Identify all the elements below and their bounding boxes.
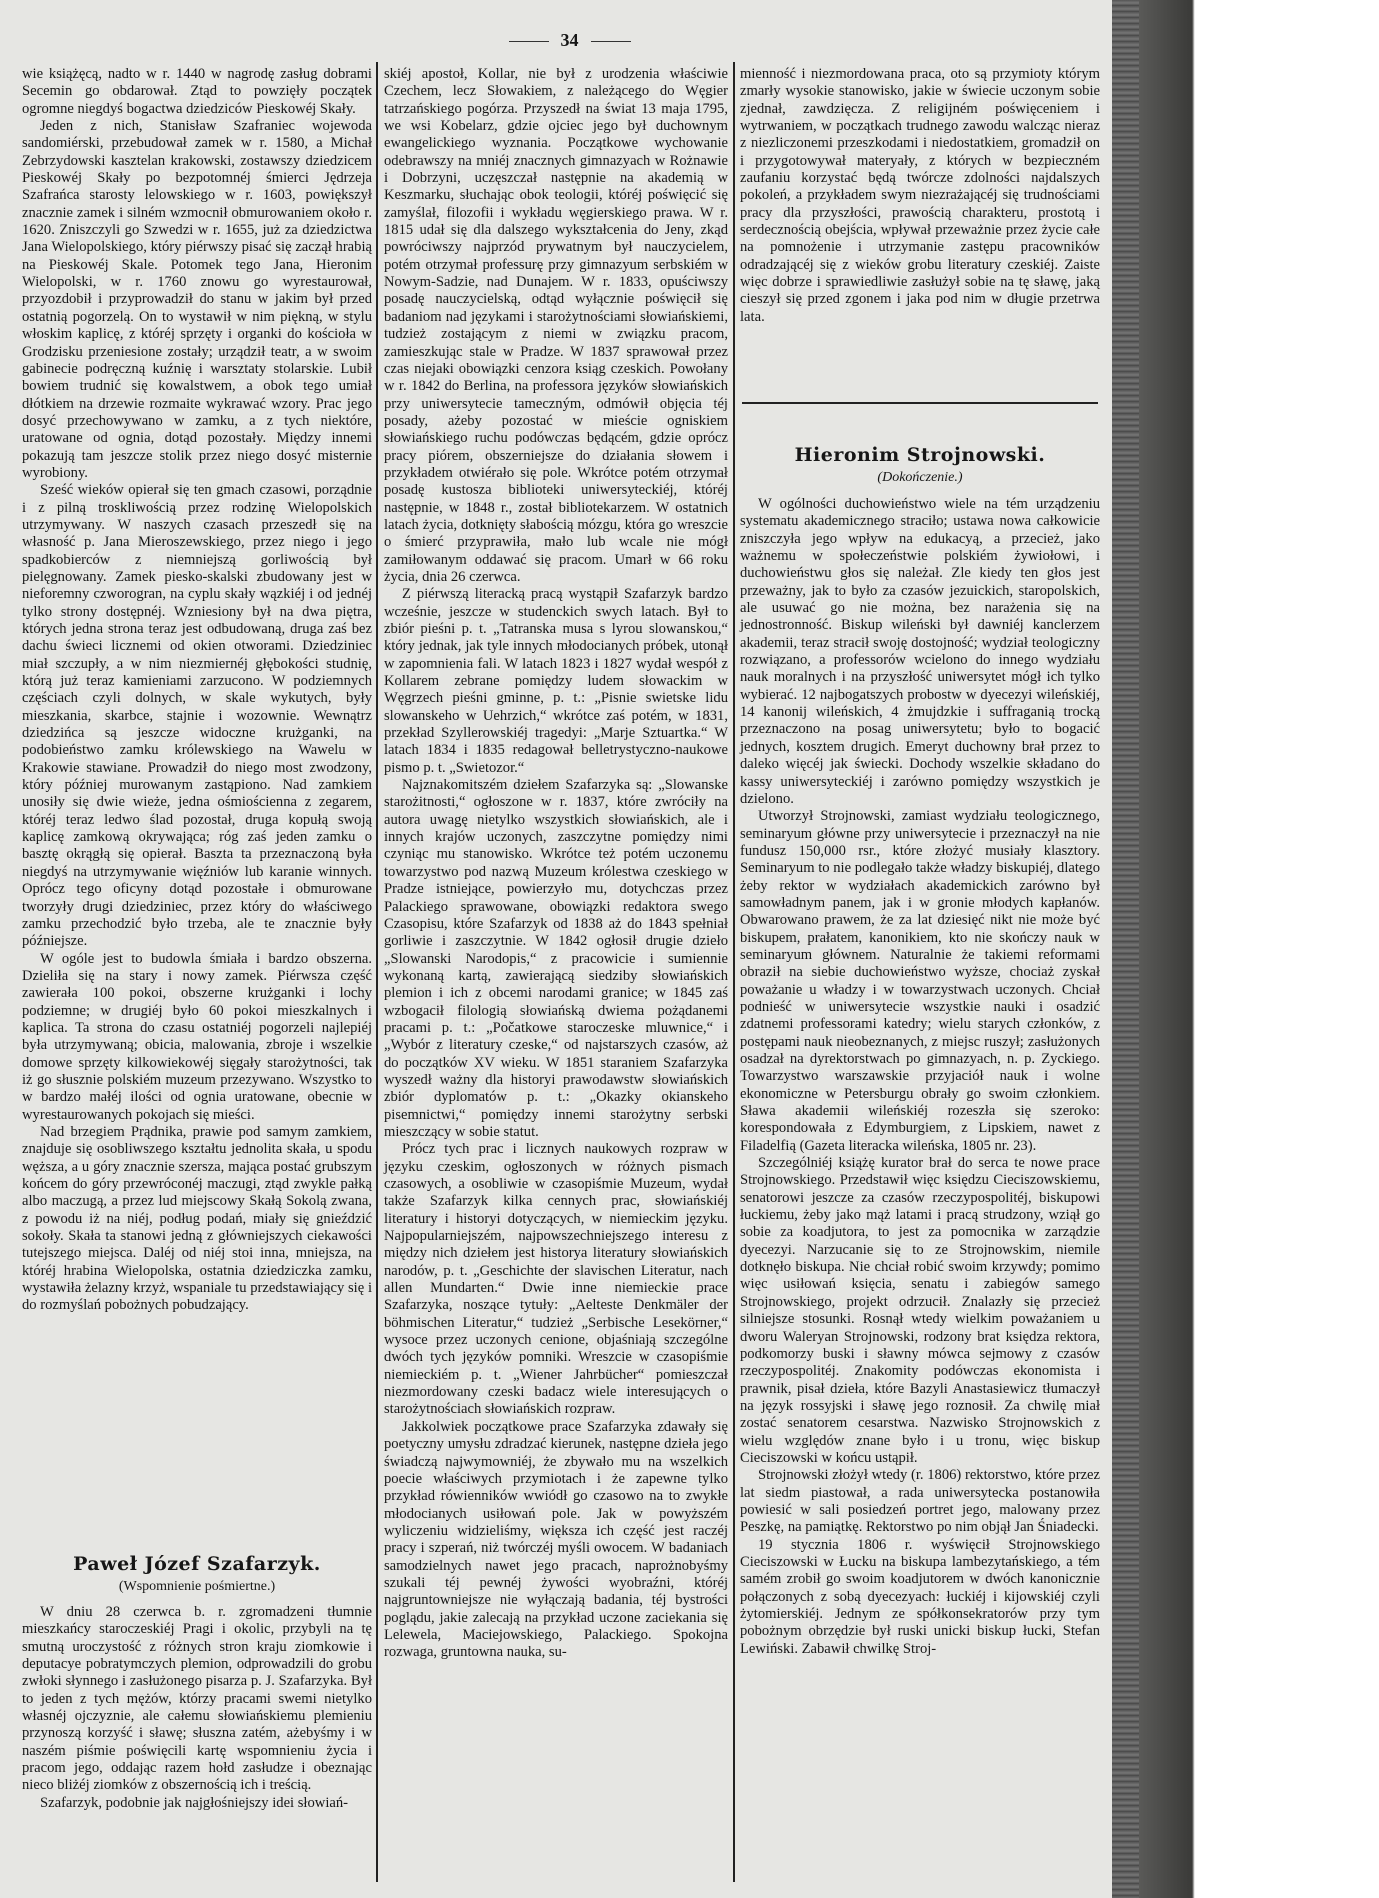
paragraph: mienność i niezmordowana praca, oto są przymioty którym zmarły wysokie stanowisko, jakie w świecie uczonym sobie zjednał, zawdzięcza. Z religijném poświęceniem i wytrwaniem, w początkach trudnego zawodu walcząc nieraz z niezliczonemi przeszkodami i niedostatkiem, gromadził on i przygotowywał materyały, z których w bezpieczném zaufaniu korzystać będą twórcze zdolności najdalszych pokoleń, a przykładem swym niezrażającéj się trudnościami pracy dla przyszłości, prawością charakteru, prostotą i serdecznością obejścia, wpływał przeważnie przez życie całe na pomnożenie i utrzymanie zastępu pracowników odradzającéj się z wieków grobu literatury czeskiéj. Zaiste więc dobrze i sprawiedliwie zasłużył sobie na tę sławę, jaką cieszył się przed zgonem i jaka pod nim w długie przetrwa lata. (740, 66, 1100, 325)
page-number-text: 34 (560, 30, 579, 50)
paragraph: Utworzył Strojnowski, zamiast wydziału teologicznego, seminaryum główne przy uniwersytecie i przeznaczył na nie fundusz 150,000 rsr., które złożyć musiały klasztory. Seminaryum to nie podlegało także władzy biskupiéj, dlatego żeby rektor w wydziałach akademickich zarówno był samowładnym panem, jak i w gronie młodych kapłanów. Obwarowano prawem, że za lat dziesięć nikt nie może być biskupem, prałatem, kanonikiem, kto nie skończy nauk w seminaryum głównem. Naturalnie że takiemi reformami obraził na siebie duchowieństwo wyższe, chociaż zyskał poważanie u władzy i w towarzystwach uczonych. Chciał podnieść w uniwersytecie wszystkie nauki i osadzić zdatnemi professorami katedry; wielu starych członków, z postępami nauk nieobeznanych, z miejsc ruszył; zasłużonych osadzał na dyrektorstwach po gimnazyach, n. p. Zyckiego. Towarzystwo warszawskie przyjaciół nauk i wolne ekonomiczne w Petersburgu obrały go swoim członkiem. Sława akademii wileńskiéj rozeszła się szeroko: korespondowała z Edymburgiem, z Lipskiem, nawet z Filadelfią (Gazeta literacka wileńska, 1805 nr. 23). (740, 808, 1100, 1154)
paragraph: Strojnowski złożył wtedy (r. 1806) rektorstwo, które przez lat siedm piastował, a rada uniwersytecka postanowiła powiesić w sali posiedzeń portret jego, malowany przez Peszkę, na pamiątkę. Rektorstwo po nim objął Jan Śniadecki. (740, 1467, 1100, 1536)
page-number (0, 30, 1139, 51)
article-pieskowa-skala (22, 66, 372, 1315)
section-divider (742, 402, 1098, 404)
paragraph: Szafarzyk, podobnie jak najgłośniejszy idei słowiań- (40, 1794, 349, 1811)
paragraph: Szczególniéj książę kurator brał do serca te nowe prace Strojnowskiego. Przedstawił więc księdzu Cieciszowskiemu, senatorowi jeszcze za czasów rzeczypospolitéj, biskupowi łuckiemu, żeby jako mąż latami i pracą strudzony, wziął go sobie za koadjutora, to jest za pomocnika w zarządzie dyecezyi. Narzucanie się to ze Strojnowskim, niemile dotknęło biskupa. Nie chciał robić swoim krzywdy; pomimo więc usiłowań księcia, senatu i zabiegów samego Strojnowskiego, projekt odrzucił. Znalazły się przecież silniejsze stosunki. Rosnął wtedy wielkim poważaniem u dworu Waleryan Strojnowski, rodzony brat księdza rektora, podkomorzy buski i sławny mówca sejmowy z czasów rzeczypospolitéj. Znakomity podówczas ekonomista i prawnik, pisał dzieła, które Bazyli Anastasiewicz tłumaczył na język rossyjski i sławę jego roznosił. Za chwilę miał zostać senatorem cesarstwa. Nazwisko Strojnowskich z wielu względów znane było i u tronu, więc biskup Cieciszowski w końcu ustąpił. (740, 1155, 1100, 1466)
article-heading-szafarzyk (22, 1553, 372, 1595)
paragraph: Jeden z nich, Stanisław Szafraniec wojewoda sandomiérski, przebudował zamek w r. 1580, a Michał Zebrzydowski kasztelan krakowski, zostawszy dziedzicem Pieskowéj Skały po bezpotomnéj śmierci Jędrzeja Szafrańca starosty lelowskiego w r. 1603, powiększył znacznie zamek i silném wzmocnił obmurowaniem około r. 1620. Zniszczyli go Szwedzi w r. 1655, już za dziedzictwa Jana Wielopolskiego, który piérwszy pisać się zaczął hrabią na Pieskowéj Skale. Potomek tego Jana, Hieronim Wielopolski, w r. 1760 znowu go wyrestaurował, przyozdobił i przyprowadził do stanu w jakim był przed ostatnią pogorzelą. On to wystawił w nim piękną, w stylu włoskim kaplicę, z któréj sprzęty i organki do kościoła w Grodzisku przeniesione zostały; urządził teatr, a w swoim gabinecie podręczną kuźnię i warsztaty stolarskie. Lubił bowiem trudnić się kowalstwem, a obok tego umiał dłótkiem na drzewie rozmaite wykrawać wzory. Prac jego dosyć przechowywano w zamku, a z tych niektóre, uratowane od ognia, dotąd pozostały. Między innemi pokazują tam jeszcze stolik przez niego dosyć misternie wyrobiony. (22, 118, 372, 481)
paragraph: wie książęcą, nadto w r. 1440 w nagrodę zasług dobrami Secemin go obdarował. Ztąd to powzięły początek ogromne niegdyś bogactwa dziedziców Pieskowéj Skały. (22, 66, 372, 117)
article-title: Paweł Józef Szafarzyk. (73, 1553, 321, 1575)
column-divider (376, 62, 378, 1882)
paragraph: Najznakomitszém dziełem Szafarzyka są: „Slowanske starożitnosti,“ ogłoszone w r. 1837, które zwróciły na autora uwagę nietylko wszystkich słowiańskich, ale i innych krajów uczonych, zaszczytne pomiędzy nimi czyniąc mu stanowisko. Wkrótce też potém uczonemu towarzystwo pod nazwą Muzeum królestwa czeskiego w Pradze istniejące, powierzyło mu, dotychczas przez Palackiego sprawowane, obowiązki redaktora swego Czasopisu, które Szafarzyk od 1838 aż do 1843 spełniał gorliwie i zaszczytnie. W 1842 ogłosił drugie dzieło „Slowanski Narodopis,“ z pracowicie i sumiennie wykonaną kartą, zawierającą siedziby słowiańskich plemion i ich z obcemi narodami granice; w 1845 zaś wzbogacił filologią słowiańską dwiema pożądanemi pracami p. t.: „Počatkowe staroczeske mluwnice,“ i „Wybór z literatury czeske,“ od najstarszych czasów, aż do początków XV wieku. W 1851 staraniem Szafarzyka wyszedł ważny dla historyi prawodawstw słowiańskich zbiór dyplomatów p. t.: „Okazky okianskeho pisemnictwi,“ pomiędzy innemi starożytny serbski mieszczący w sobie statut. (384, 777, 728, 1140)
divider (509, 41, 549, 42)
paragraph: Prócz tych prac i licznych naukowych rozpraw w języku czeskim, ogłoszonych w różnych pismach czasowych, a osobliwie w czasopiśmie Muzeum, wydał także Szafarzyk kilka cennych prac, słowiańskiéj literatury i historyi dotyczących, w niemieckim języku. Najpopularniejszém, najpowszechniejszego interesu z między nich dziełem jest historya literatury słowiańskich narodów, p. t. „Geschichte der slavischen Literatur, nach allen Mundarten.“ Dwie inne niemieckie prace Szafarzyka, noszące tytuły: „Aelteste Denkmäler der böhmischen Literatur,“ tudzież „Serbische Lesekörner,“ wysoce przez uczonych cenione, objaśniają szczególne dwóch tych języków pomniki. Wreszcie w czasopiśmie niemieckiém p. t. „Wiener Jahrbücher“ pomieszczał niezmordowany czeski badacz wiele interesujących o starożytnościach słowiańskich rozpraw. (384, 1141, 728, 1418)
adjacent-page-strip (1112, 0, 1139, 1898)
article-heading-strojnowski (740, 444, 1100, 486)
article-title: Hieronim Strojnowski. (794, 444, 1046, 466)
paragraph: Sześć wieków opierał się ten gmach czasowi, porządnie i z pilną troskliwością przez rodzinę Wielopolskich utrzymywany. W naszych czasach przeszedł się na własność p. Jana Mieroszewskiego, przez niego i jego spadkobierców z niemniejszą gorliwością był pielęgnowany. Zamek piesko-skalski zbudowany jest w nieforemny czworogran, na cyplu skały wązkiéj i od jednéj tylko strony dostępnéj. Wzniesiony był na dwa piętra, których jedna strona teraz jest odbudowaną, druga zaś bez dachu świeci licznemi od okien otworami. Dziedziniec miał szczupły, a w nim niezmiernéj głębokości studnię, którą już teraz kamieniami zarzucono. W podziemnych częściach czyli dolnych, w skale wykutych, były mieszkania, skarbce, stajnie i wozownie. Wewnątrz dziedzińca są jeszcze widoczne krużganki, na podobieństwo zamku królewskiego na Wawelu w Krakowie stawiane. Prowadził do niego most zwodzony, który później murowanym zastąpiono. Nad zamkiem unosiły się dwie wieże, jedna ośmiościenna z zegarem, któréj teraz ledwo ślad pozostał, druga kopułą swoją kaplicę zamkową okrywająca; róg zaś jeden zamku o basztę okrągłą się opierał. Baszta ta przeznaczoną była niegdyś na utrzymywanie więźniów lub karanie winnych. Oprócz tego oficyny dotąd pozostałe i obmurowane tworzyły drugi dziedziniec, przez który do właściwego zamku przechodzić było trzeba, ale te znacznie były późniejsze. (22, 482, 372, 950)
article-strojnowski (740, 496, 1100, 1658)
article-subtitle: (Wspomnienie pośmiertne.) (118, 1579, 276, 1594)
article-szafarzyk-end (740, 66, 1100, 326)
divider (591, 41, 631, 42)
paragraph: 19 stycznia 1806 r. wyświęcił Strojnowskiego Cieciszowski w Łucku na biskupa lambezytańskiego, a tém samém zrobił go swoim koadjutorem w dwóch kanonicznie połączonych z sobą dyecezyach: łuckiéj i kijowskiéj czyli żytomierskiéj. Jednym ze spółkonsekratorów przy tym pobożnym obrzędzie był ruski unicki biskup łucki, Stefan Lewiński. Zabawił chwilkę Stroj- (740, 1536, 1100, 1657)
paragraph: Nad brzegiem Prądnika, prawie pod samym zamkiem, znajduje się osobliwszego kształtu jednolita skała, u spodu węższa, a u góry znacznie szersza, mająca postać grubszym końcem do góry przewróconéj maczugi, ztąd zwykle pałką albo maczugą, a przez lud miejscowy Skałą Sokolą zwana, z powodu iż na niéj, podług podań, miały się gnieździć sokoły. Skała ta stanowi jedną z główniejszych ciekawości tutejszego miejsca. Daléj od niéj stoi inna, mniejsza, na któréj hrabina Wielopolska, ostatnia dziedziczka zamku, wystawiła żelazny krzyż, wspaniale tu przedstawiający się i do rozmyślań pobożnych pobudzający. (22, 1123, 372, 1314)
paragraph: W ogólności duchowieństwo wiele na tém urządzeniu systematu akademicznego straciło; ustawa nowa całkowicie zniszczyła jego wpływ na edukacyą, a przecież, jako ważnemu w społeczeństwie polskiém żywiołowi, i duchowieństwu głos się należał. Zle kiedy ten głos jest przeważny, jak to było za czasów jezuickich, staropolskich, ale usuwać go nie można, bez narażenia się na jednostronność. Biskup wileński był dawniéj kanclerzem akademii, teraz stracił swoję dostojność; wydział teologiczny rozwiązano, a professorów wcielono do innego wydziału nauk moralnych i na przyszłość uniwersytet mógł ich tylko wybierać. 12 najbogatszych probostw w dyecezyi wileńskiéj, 14 kanonij wileńskich, 4 żmujdzkie i suffraganią trocką przeznaczono na posag uniwersytetu; było to bogacić jednych, kosztem drugich. Emeryt duchowny brał przez to daleko więcéj jak świecki. Dochody wszelkie składano do kassy uniwersyteckiéj i zarówno pomiędzy wszystkich je dzielono. (740, 496, 1100, 807)
paragraph: Z piérwszą literacką pracą wystąpił Szafarzyk bardzo wcześnie, jeszcze w studenckich swych latach. Był to zbiór pieśni p. t. „Tatranska musa s lyrou slowanskou,“ który jednak, jak tyle innych młodocianych próbek, utonął w zapomnienia fali. W latach 1823 i 1827 wydał wespół z Kollarem zebrane pomiędzy ludem słowackim w Węgrzech pieśni gminne, p. t.: „Pisnie swietske lidu slowanskeho w Uehrzich,“ wkrótce zaś potém, w 1831, przekład Szyllerowskiéj tragedyi: „Marje Sztuartka.“ W latach 1834 i 1835 redagował belletrystyczno-naukowe pismo p. t. „Swietozor.“ (384, 586, 728, 776)
article-subtitle: (Dokończenie.) (877, 470, 963, 485)
paragraph: Jakkolwiek początkowe prace Szafarzyka zdawały się poetyczny umysłu zdradzać kierunek, następne dzieła jego świadczą najwymowniéj, że zbywało mu na wszelkich poecie właściwych przymiotach i że zapewne tylko przykład rówienników wwiódł go czasowo na to zwykłe młodocianych usiłowań pole. Jak w powyższém wyliczeniu widzieliśmy, większa ich część jest raczéj pracy i szperań, niż twórczéj myśli owocem. W badaniach samodzielnych nawet jego pracach, naprożnobyśmy szukali téj pewnéj żywości wyobraźni, któréj najgruntowniejsze nie wyłączają badania, téj bystrości poglądu, jakie zalecają na przykład uczone zaciekania się Lelewela, Maciejowskiego, Palackiego. Spokojna rozwaga, gruntowna nauka, su- (384, 1418, 728, 1661)
paragraph: W dniu 28 czerwca b. r. zgromadzeni tłumnie mieszkańcy staroczeskiéj Pragi i okolic, przybyli na tę smutną uroczystość z różnych stron kraju ziomkowie i deputacye pobratymczych plemion, odprowadzili do grobu zwłoki słynnego i zasłużonego pisarza p. J. Szafarzyka. Był to jeden z tych mężów, którzy pracami swemi nietylko własnéj ojczyznie, ale całemu słowiańskiemu plemieniu przynoszą korzyść i sławę; słuszna zatém, ażebyśmy i w naszém piśmie poświęcili kartę wspomnieniu życia i pracom jego, oddając razem hołd zasłudze i obeznając nieco bliżéj ziomków z obszernością ich i treścią. (22, 1604, 372, 1794)
article-szafarzyk-continued (384, 66, 728, 1662)
paragraph: W ogóle jest to budowla śmiała i bardzo obszerna. Dzieliła się na stary i nowy zamek. Piérwsza część zawierała 100 pokoi, obszerne krużganki i lochy podziemne; w drugiéj było 60 pokoi mieszkalnych i kaplica. Ta strona do czasu ostatniéj pogorzeli najlepiéj była utrzymywaną; obicia, malowania, zbroje i wszelkie domowe sprzęty kilkowiekowéj sięgały starożytności, tak iż go słusznie polskiém muzeum przezywano. Wszystko to w bardzo małéj ilości od ognia uratowane, obecnie w wyrestaurowanych pokojach się mieści. (22, 950, 372, 1123)
column-divider (733, 62, 735, 1882)
paragraph: skiéj apostoł, Kollar, nie był z urodzenia właściwie Czechem, lecz Słowakiem, z należącego do Węgier tatrzańskiego pogórza. Przyszedł na świat 13 maja 1795, we wsi Kobelarz, gdzie ojciec jego był duchownym ewangelickiego wyznania. Początkowe wychowanie odebrawszy na mniéj znacznych gimnazyach w Rożnawie i Dobrzyni, uczęszczał następnie na akademią w Keszmarku, słuchając obok teologii, któréj poświęcić się zamyślał, filozofii i wykładu węgierskiego prawa. W r. 1815 udał się dla dalszego wykształcenia do Jeny, zkąd powróciwszy najprzód prywatnym był nauczycielem, potém otrzymał professurę przy gimnazyum serbskiém w Nowym-Sadzie, nad Dunajem. W r. 1833, opuściwszy posadę nauczycielską, odtąd wyłącznie poświęcił się badaniom nad językami i starożytnościami słowiańskiemi, tudzież zostającym z niemi w związku pracom, zamieszkując stale w Pradze. W 1837 sprawował przez czas niejaki obowiązki cenzora ksiąg czeskich. Powołany w r. 1842 do Berlina, na professora języków słowiańskich przy uniwersytecie tameczným, odmówił objęcia téj posady, ażeby pozostać w mieście ogniskiem słowiańskiego ruchu podówczas będącém, gdzie oprócz pracy piórem, obszerniejsze do działania słowem i przykładem otwiérało się pole. Wkrótce potém otrzymał posadę kustosza biblioteki uniwersyteckiéj, któréj następnie, w 1848 r., został bibliotekarzem. W ostatnich latach życia, dotknięty słabością mózgu, która go wreszcie o śmierć przyprawiła, mało lub wcale nie mógł zamiłowanym oddawać się pracom. Umarł w 66 roku życia, dnia 26 czerwca. (384, 66, 728, 585)
page-edge-margin (1112, 0, 1379, 1898)
article-szafarzyk-start (22, 1604, 372, 1812)
